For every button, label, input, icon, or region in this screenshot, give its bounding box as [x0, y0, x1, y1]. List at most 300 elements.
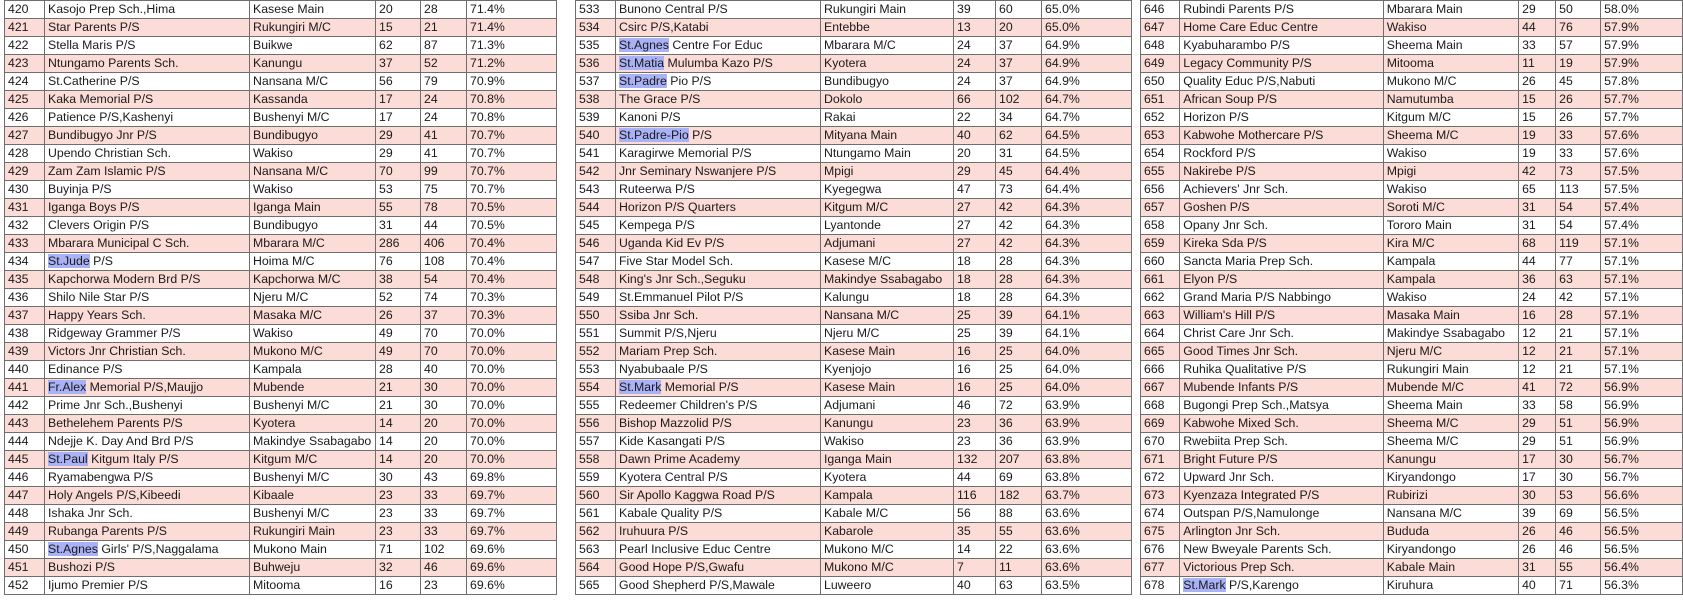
percentage-cell: 69.7%: [467, 523, 557, 541]
rank-cell: 541: [576, 145, 616, 163]
table-row: [576, 379, 1132, 397]
percentage-cell: 64.7%: [1042, 91, 1132, 109]
candidates-count-cell: 30: [421, 379, 467, 397]
table-row: [576, 271, 1132, 289]
candidates-count-cell: 182: [996, 487, 1042, 505]
candidates-count-cell: 54: [421, 271, 467, 289]
district-cell: Makindye Ssabagabo: [250, 433, 376, 451]
candidates-count-cell: 33: [421, 487, 467, 505]
rank-cell: 658: [1141, 217, 1180, 235]
candidates-count-cell: 42: [996, 199, 1042, 217]
school-name-cell: [45, 541, 250, 559]
school-name-cell: Clevers Origin P/S: [45, 217, 250, 235]
passed-count-cell: 22: [954, 109, 996, 127]
district-cell: Buhweju: [250, 559, 376, 577]
highlighted-saint-name: St.Mark: [1183, 578, 1226, 592]
school-name-cell: William's Hill P/S: [1180, 307, 1383, 325]
rank-cell: 656: [1141, 181, 1180, 199]
passed-count-cell: 40: [1519, 577, 1556, 595]
table-row: [5, 163, 557, 181]
district-cell: Adjumani: [821, 397, 954, 415]
rank-cell: 430: [5, 181, 45, 199]
percentage-cell: 56.4%: [1601, 559, 1683, 577]
passed-count-cell: 25: [954, 325, 996, 343]
district-cell: Wakiso: [250, 145, 376, 163]
percentage-cell: 64.3%: [1042, 271, 1132, 289]
rank-cell: 426: [5, 109, 45, 127]
passed-count-cell: 286: [376, 235, 421, 253]
school-name-cell: Elyon P/S: [1180, 271, 1383, 289]
district-cell: Wakiso: [1383, 289, 1518, 307]
passed-count-cell: 14: [376, 451, 421, 469]
percentage-cell: 63.6%: [1042, 523, 1132, 541]
percentage-cell: 70.3%: [467, 289, 557, 307]
district-cell: Entebbe: [821, 19, 954, 37]
table-row: [5, 415, 557, 433]
district-cell: Kyegegwa: [821, 181, 954, 199]
school-name-cell: Rubanga Parents P/S: [45, 523, 250, 541]
percentage-cell: 64.5%: [1042, 127, 1132, 145]
rank-cell: 424: [5, 73, 45, 91]
passed-count-cell: 31: [1519, 217, 1556, 235]
table-row: [1141, 451, 1683, 469]
percentage-cell: 57.6%: [1601, 145, 1683, 163]
table-row: [5, 217, 557, 235]
school-name-cell: [1180, 577, 1383, 595]
percentage-cell: 57.1%: [1601, 289, 1683, 307]
highlighted-saint-name: St.Mark: [619, 380, 662, 394]
rank-cell: 659: [1141, 235, 1180, 253]
percentage-cell: 71.2%: [467, 55, 557, 73]
percentage-cell: 63.7%: [1042, 487, 1132, 505]
school-name-cell: Good Hope P/S,Gwafu: [616, 559, 821, 577]
table-row: [576, 415, 1132, 433]
highlighted-saint-name: St.Padre: [619, 74, 667, 88]
district-cell: Masaka M/C: [250, 307, 376, 325]
school-name-cell: Patience P/S,Kashenyi: [45, 109, 250, 127]
table-row: [1141, 469, 1683, 487]
district-cell: Makindye Ssabagabo: [1383, 325, 1518, 343]
rank-cell: 562: [576, 523, 616, 541]
candidates-count-cell: 41: [421, 127, 467, 145]
school-name-cell: Bushozi P/S: [45, 559, 250, 577]
table-row: [576, 325, 1132, 343]
table-row: [576, 109, 1132, 127]
school-name-cell: Pearl Inclusive Educ Centre: [616, 541, 821, 559]
candidates-count-cell: 20: [421, 433, 467, 451]
school-name-cell: Kide Kasangati P/S: [616, 433, 821, 451]
passed-count-cell: 42: [1519, 163, 1556, 181]
passed-count-cell: 24: [954, 73, 996, 91]
table-row: [1141, 127, 1683, 145]
candidates-count-cell: 34: [996, 109, 1042, 127]
percentage-cell: 64.7%: [1042, 109, 1132, 127]
candidates-count-cell: 21: [1556, 343, 1601, 361]
passed-count-cell: 17: [376, 109, 421, 127]
table-row: [5, 397, 557, 415]
percentage-cell: 64.3%: [1042, 289, 1132, 307]
passed-count-cell: 56: [954, 505, 996, 523]
percentage-cell: 71.3%: [467, 37, 557, 55]
table-row: [5, 235, 557, 253]
rank-cell: 447: [5, 487, 45, 505]
table-row: [576, 91, 1132, 109]
school-name-cell: Good Times Jnr Sch.: [1180, 343, 1383, 361]
district-cell: Namutumba: [1383, 91, 1518, 109]
candidates-count-cell: 30: [1556, 451, 1601, 469]
school-name-cell: Kabwohe Mothercare P/S: [1180, 127, 1383, 145]
candidates-count-cell: 42: [996, 217, 1042, 235]
district-cell: Kabarole: [821, 523, 954, 541]
district-cell: Sheema Main: [1383, 397, 1518, 415]
passed-count-cell: 12: [1519, 361, 1556, 379]
candidates-count-cell: 74: [421, 289, 467, 307]
school-name-cell: Goshen P/S: [1180, 199, 1383, 217]
school-name-cell: [616, 379, 821, 397]
passed-count-cell: 31: [1519, 559, 1556, 577]
candidates-count-cell: 58: [1556, 397, 1601, 415]
rank-cell: 433: [5, 235, 45, 253]
candidates-count-cell: 119: [1556, 235, 1601, 253]
candidates-count-cell: 54: [1556, 217, 1601, 235]
passed-count-cell: 29: [376, 145, 421, 163]
district-cell: Bududa: [1383, 523, 1518, 541]
candidates-count-cell: 73: [1556, 163, 1601, 181]
rank-cell: 560: [576, 487, 616, 505]
district-cell: Iganga Main: [250, 199, 376, 217]
table-row: [1141, 181, 1683, 199]
passed-count-cell: 20: [954, 145, 996, 163]
percentage-cell: 71.4%: [467, 1, 557, 19]
candidates-count-cell: 76: [1556, 19, 1601, 37]
candidates-count-cell: 20: [421, 451, 467, 469]
school-name-cell: Rockford P/S: [1180, 145, 1383, 163]
percentage-cell: 70.0%: [467, 451, 557, 469]
percentage-cell: 65.0%: [1042, 19, 1132, 37]
passed-count-cell: 24: [954, 55, 996, 73]
candidates-count-cell: 46: [1556, 541, 1601, 559]
district-cell: Rukungiri Main: [250, 523, 376, 541]
table-row: [1141, 541, 1683, 559]
school-name-cell: Achievers' Jnr Sch.: [1180, 181, 1383, 199]
rank-cell: 432: [5, 217, 45, 235]
passed-count-cell: 44: [1519, 253, 1556, 271]
district-cell: Nansana M/C: [250, 163, 376, 181]
rank-cell: 648: [1141, 37, 1180, 55]
table-row: [576, 199, 1132, 217]
school-name-cell: Edinance P/S: [45, 361, 250, 379]
candidates-count-cell: 28: [996, 253, 1042, 271]
candidates-count-cell: 63: [996, 577, 1042, 595]
passed-count-cell: 68: [1519, 235, 1556, 253]
passed-count-cell: 14: [954, 541, 996, 559]
table-row: [1141, 271, 1683, 289]
rank-cell: 427: [5, 127, 45, 145]
table-row: [576, 127, 1132, 145]
school-name-cell: St.Catherine P/S: [45, 73, 250, 91]
percentage-cell: 64.5%: [1042, 145, 1132, 163]
school-name-cell: Jnr Seminary Nswanjere P/S: [616, 163, 821, 181]
rank-cell: 442: [5, 397, 45, 415]
rank-cell: 563: [576, 541, 616, 559]
table-row: [1141, 235, 1683, 253]
candidates-count-cell: 207: [996, 451, 1042, 469]
table-row: [1141, 523, 1683, 541]
school-name-cell: Karagirwe Memorial P/S: [616, 145, 821, 163]
school-name-cell: Kempega P/S: [616, 217, 821, 235]
highlighted-saint-name: Fr.Alex: [48, 380, 87, 394]
school-name-cell: Kireka Sda P/S: [1180, 235, 1383, 253]
candidates-count-cell: 37: [421, 307, 467, 325]
candidates-count-cell: 73: [996, 181, 1042, 199]
rank-cell: 660: [1141, 253, 1180, 271]
candidates-count-cell: 20: [421, 415, 467, 433]
percentage-cell: 57.1%: [1601, 235, 1683, 253]
table-row: [576, 1, 1132, 19]
table-row: [1141, 1, 1683, 19]
school-name-cell: Mariam Prep Sch.: [616, 343, 821, 361]
percentage-cell: 57.4%: [1601, 217, 1683, 235]
district-cell: Iganga Main: [821, 451, 954, 469]
table-row: [5, 55, 557, 73]
school-name-cell: Ijumo Premier P/S: [45, 577, 250, 595]
percentage-cell: 63.9%: [1042, 397, 1132, 415]
percentage-cell: 65.0%: [1042, 1, 1132, 19]
school-name-rest: Memorial P/S,Maujjo: [86, 380, 204, 394]
passed-count-cell: 21: [376, 379, 421, 397]
school-name-cell: Rwebiita Prep Sch.: [1180, 433, 1383, 451]
district-cell: Wakiso: [1383, 181, 1518, 199]
school-name-cell: Horizon P/S: [1180, 109, 1383, 127]
percentage-cell: 56.7%: [1601, 451, 1683, 469]
school-name-cell: Kasojo Prep Sch.,Hima: [45, 1, 250, 19]
percentage-cell: 63.9%: [1042, 415, 1132, 433]
percentage-cell: 63.6%: [1042, 541, 1132, 559]
passed-count-cell: 19: [1519, 145, 1556, 163]
candidates-count-cell: 41: [421, 145, 467, 163]
percentage-cell: 57.9%: [1601, 55, 1683, 73]
district-cell: Sheema M/C: [1383, 415, 1518, 433]
rank-cell: 665: [1141, 343, 1180, 361]
passed-count-cell: 15: [376, 19, 421, 37]
rank-cell: 435: [5, 271, 45, 289]
candidates-count-cell: 43: [421, 469, 467, 487]
district-cell: Wakiso: [1383, 19, 1518, 37]
table-row: [1141, 91, 1683, 109]
table-row: [1141, 397, 1683, 415]
district-cell: Mitooma: [250, 577, 376, 595]
district-cell: Tororo Main: [1383, 217, 1518, 235]
rank-cell: 553: [576, 361, 616, 379]
district-cell: Kanungu: [1383, 451, 1518, 469]
percentage-cell: 70.0%: [467, 397, 557, 415]
candidates-count-cell: 31: [996, 145, 1042, 163]
passed-count-cell: 70: [376, 163, 421, 181]
percentage-cell: 58.0%: [1601, 1, 1683, 19]
percentage-cell: 56.9%: [1601, 415, 1683, 433]
table-row: [1141, 487, 1683, 505]
district-cell: Buikwe: [250, 37, 376, 55]
rank-cell: 674: [1141, 505, 1180, 523]
passed-count-cell: 26: [1519, 73, 1556, 91]
district-cell: Njeru M/C: [821, 325, 954, 343]
percentage-cell: 57.1%: [1601, 253, 1683, 271]
table-row: [1141, 577, 1683, 595]
passed-count-cell: 40: [954, 127, 996, 145]
highlighted-saint-name: St.Jude: [48, 254, 90, 268]
school-name-cell: Kyabuharambo P/S: [1180, 37, 1383, 55]
school-name-cell: [616, 73, 821, 91]
rank-cell: 668: [1141, 397, 1180, 415]
table-row: [576, 523, 1132, 541]
school-name-rest: Girls' P/S,Naggalama: [97, 542, 219, 556]
rank-cell: 421: [5, 19, 45, 37]
passed-count-cell: 14: [376, 433, 421, 451]
district-cell: Kampala: [821, 487, 954, 505]
candidates-count-cell: 22: [996, 541, 1042, 559]
percentage-cell: 63.6%: [1042, 505, 1132, 523]
district-cell: Njeru M/C: [1383, 343, 1518, 361]
passed-count-cell: 32: [376, 559, 421, 577]
ranking-table-right: [1140, 0, 1683, 595]
candidates-count-cell: 28: [996, 289, 1042, 307]
district-cell: Kiruhura: [1383, 577, 1518, 595]
candidates-count-cell: 33: [421, 523, 467, 541]
rank-cell: 536: [576, 55, 616, 73]
percentage-cell: 57.5%: [1601, 163, 1683, 181]
rank-cell: 537: [576, 73, 616, 91]
percentage-cell: 57.1%: [1601, 343, 1683, 361]
rank-cell: 423: [5, 55, 45, 73]
rank-cell: 441: [5, 379, 45, 397]
school-name-cell: Bugongi Prep Sch.,Matsya: [1180, 397, 1383, 415]
highlighted-saint-name: St.Agnes: [619, 38, 669, 52]
rank-cell: 444: [5, 433, 45, 451]
school-name-cell: Grand Maria P/S Nabbingo: [1180, 289, 1383, 307]
candidates-count-cell: 70: [421, 343, 467, 361]
passed-count-cell: 49: [376, 343, 421, 361]
highlighted-saint-name: St.Paul: [48, 452, 88, 466]
percentage-cell: 70.0%: [467, 343, 557, 361]
percentage-cell: 70.7%: [467, 127, 557, 145]
district-cell: Kasese Main: [821, 343, 954, 361]
school-name-cell: Stella Maris P/S: [45, 37, 250, 55]
rank-cell: 428: [5, 145, 45, 163]
percentage-cell: 70.5%: [467, 217, 557, 235]
district-cell: Adjumani: [821, 235, 954, 253]
candidates-count-cell: 39: [996, 325, 1042, 343]
candidates-count-cell: 30: [1556, 469, 1601, 487]
district-cell: Kitgum M/C: [250, 451, 376, 469]
table-row: [1141, 37, 1683, 55]
passed-count-cell: 18: [954, 253, 996, 271]
passed-count-cell: 12: [1519, 343, 1556, 361]
district-cell: Rubirizi: [1383, 487, 1518, 505]
rank-cell: 542: [576, 163, 616, 181]
table-row: [576, 397, 1132, 415]
percentage-cell: 57.6%: [1601, 127, 1683, 145]
school-name-cell: Kyotera Central P/S: [616, 469, 821, 487]
rank-cell: 673: [1141, 487, 1180, 505]
rank-cell: 551: [576, 325, 616, 343]
school-name-cell: Bundibugyo Jnr P/S: [45, 127, 250, 145]
passed-count-cell: 66: [954, 91, 996, 109]
passed-count-cell: 44: [1519, 19, 1556, 37]
rank-cell: 431: [5, 199, 45, 217]
school-name-cell: Ntungamo Parents Sch.: [45, 55, 250, 73]
school-name-cell: Ndejje K. Day And Brd P/S: [45, 433, 250, 451]
school-name-cell: Horizon P/S Quarters: [616, 199, 821, 217]
passed-count-cell: 17: [1519, 451, 1556, 469]
district-cell: Wakiso: [1383, 145, 1518, 163]
rank-cell: 439: [5, 343, 45, 361]
table-row: [576, 433, 1132, 451]
rank-cell: 425: [5, 91, 45, 109]
passed-count-cell: 23: [376, 505, 421, 523]
rank-cell: 538: [576, 91, 616, 109]
passed-count-cell: 17: [376, 91, 421, 109]
percentage-cell: 64.4%: [1042, 181, 1132, 199]
candidates-count-cell: 40: [421, 361, 467, 379]
table-row: [1141, 343, 1683, 361]
district-cell: Wakiso: [250, 181, 376, 199]
district-cell: Bundibugyo: [821, 73, 954, 91]
table-row: [576, 145, 1132, 163]
district-cell: Kiryandongo: [1383, 469, 1518, 487]
candidates-count-cell: 33: [1556, 127, 1601, 145]
rank-cell: 651: [1141, 91, 1180, 109]
candidates-count-cell: 406: [421, 235, 467, 253]
percentage-cell: 64.9%: [1042, 73, 1132, 91]
district-cell: Sheema M/C: [1383, 433, 1518, 451]
rank-cell: 649: [1141, 55, 1180, 73]
rank-cell: 661: [1141, 271, 1180, 289]
candidates-count-cell: 19: [1556, 55, 1601, 73]
district-cell: Bushenyi M/C: [250, 397, 376, 415]
district-cell: Bushenyi M/C: [250, 505, 376, 523]
percentage-cell: 64.0%: [1042, 379, 1132, 397]
percentage-cell: 69.6%: [467, 541, 557, 559]
school-name-cell: Ryamabengwa P/S: [45, 469, 250, 487]
candidates-count-cell: 99: [421, 163, 467, 181]
percentage-cell: 56.9%: [1601, 379, 1683, 397]
rank-cell: 671: [1141, 451, 1180, 469]
school-name-cell: Bishop Mazzolid P/S: [616, 415, 821, 433]
percentage-cell: 70.5%: [467, 199, 557, 217]
school-name-rest: Pio P/S: [666, 74, 712, 88]
percentage-cell: 56.9%: [1601, 397, 1683, 415]
rank-cell: 539: [576, 109, 616, 127]
ranking-table-middle: [575, 0, 1132, 595]
rank-cell: 546: [576, 235, 616, 253]
school-name-cell: Victors Jnr Christian Sch.: [45, 343, 250, 361]
school-name-cell: Sancta Maria Prep Sch.: [1180, 253, 1383, 271]
table-row: [576, 55, 1132, 73]
school-name-cell: Zam Zam Islamic P/S: [45, 163, 250, 181]
percentage-cell: 56.5%: [1601, 505, 1683, 523]
rank-cell: 558: [576, 451, 616, 469]
rank-cell: 654: [1141, 145, 1180, 163]
school-name-cell: Nyabubaale P/S: [616, 361, 821, 379]
percentage-cell: 57.8%: [1601, 73, 1683, 91]
district-cell: Mukono M/C: [821, 559, 954, 577]
table-row: [5, 487, 557, 505]
school-name-cell: [45, 253, 250, 271]
district-cell: Kyotera: [250, 415, 376, 433]
percentage-cell: 64.1%: [1042, 325, 1132, 343]
candidates-count-cell: 33: [1556, 145, 1601, 163]
passed-count-cell: 71: [376, 541, 421, 559]
